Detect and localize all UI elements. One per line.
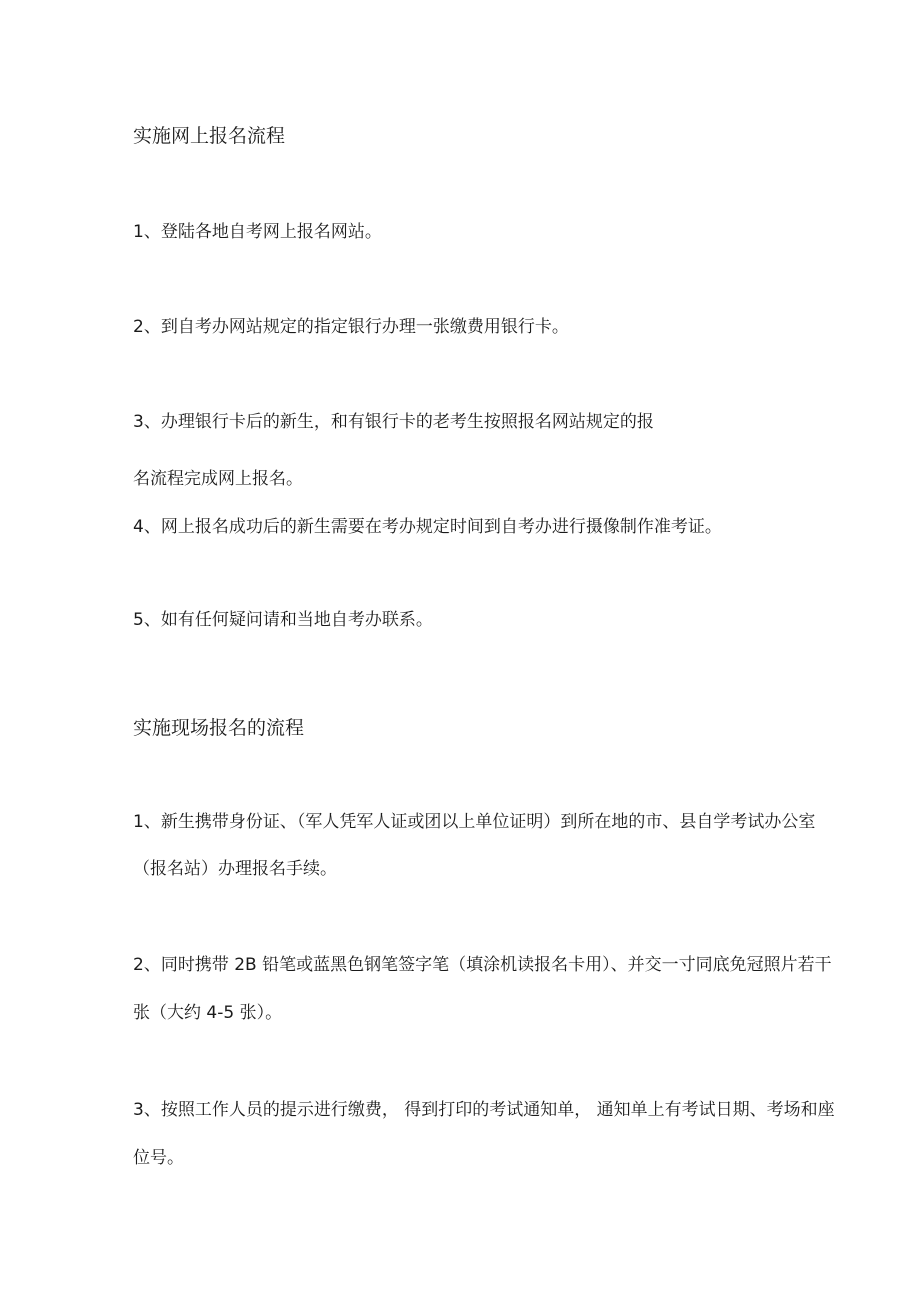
online-step-1: 1、登陆各地自考网上报名网站。 (133, 222, 382, 242)
onsite-step-3-continued: 位号。 (133, 1148, 184, 1168)
onsite-registration-heading: 实施现场报名的流程 (133, 717, 305, 739)
onsite-step-1: 1、新生携带身份证、（军人凭军人证或团以上单位证明）到所在地的市、县自学考试办公室 (133, 812, 816, 832)
online-step-3: 3、办理银行卡后的新生，和有银行卡的老考生按照报名网站规定的报 (133, 412, 654, 432)
onsite-step-2: 2、同时携带 2B 铅笔或蓝黑色钢笔签字笔（填涂机读报名卡用）、并交一寸同底免冠照片若干 (133, 955, 832, 975)
onsite-step-3: 3、按照工作人员的提示进行缴费， 得到打印的考试通知单， 通知单上有考试日期、考场和座 (133, 1100, 835, 1120)
onsite-step-1-continued: （报名站）办理报名手续。 (133, 859, 337, 879)
online-step-5: 5、如有任何疑问请和当地自考办联系。 (133, 610, 433, 630)
online-step-2: 2、到自考办网站规定的指定银行办理一张缴费用银行卡。 (133, 317, 569, 337)
online-step-3-continued: 名流程完成网上报名。 (133, 469, 303, 489)
onsite-step-2-continued: 张（大约 4-5 张）。 (133, 1003, 283, 1023)
online-step-4: 4、网上报名成功后的新生需要在考办规定时间到自考办进行摄像制作准考证。 (133, 517, 722, 537)
online-registration-heading: 实施网上报名流程 (133, 125, 286, 147)
